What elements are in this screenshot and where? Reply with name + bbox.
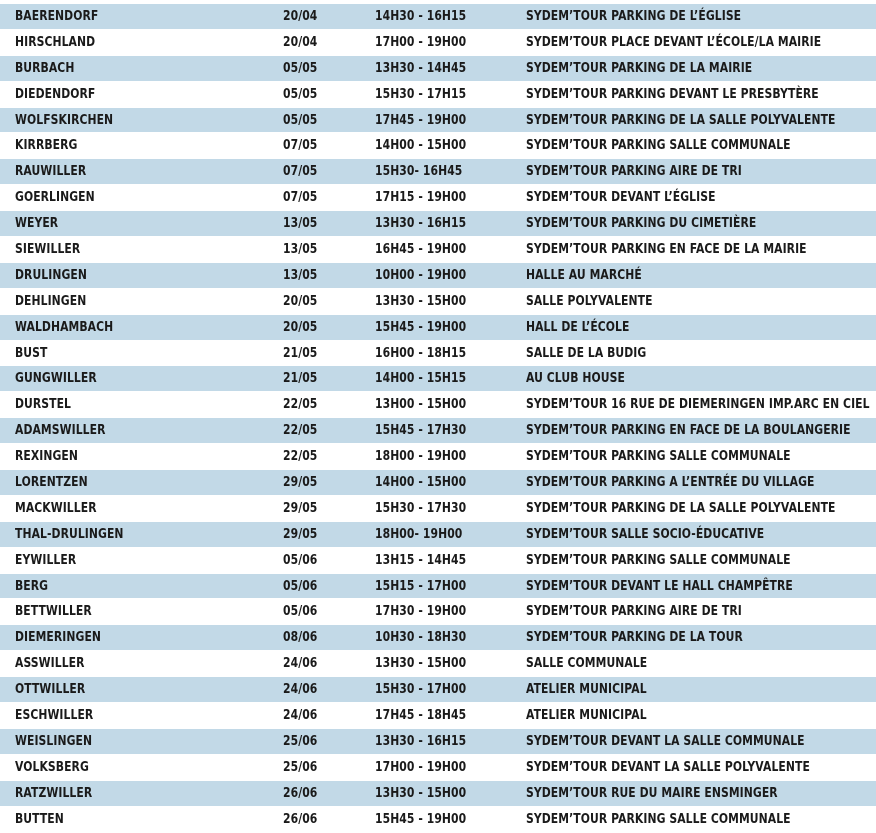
time-cell: 16H45 - 19H00 [375,241,467,258]
table-row [0,185,876,211]
time-cell: 10H30 - 18H30 [375,629,467,646]
town-cell: KIRRBERG [15,137,78,154]
town-cell: BAERENDORF [15,8,99,24]
place-cell: SYDEM’TOUR PLACE DEVANT L’ÉCOLE/LA MAIRIE [526,33,822,50]
time-cell: 13H30 - 15H00 [375,292,467,309]
date-cell: 26/06 [283,784,318,801]
place-cell: ATELIER MUNICIPAL [526,707,647,724]
place-cell: SYDEM’TOUR PARKING AIRE DE TRI [526,163,742,180]
time-cell: 14H00 - 15H15 [375,370,467,387]
date-cell: 07/05 [283,163,318,180]
place-cell: SYDEM’TOUR PARKING AIRE DE TRI [526,603,742,620]
time-cell: 15H45 - 19H00 [375,810,467,827]
date-cell: 24/06 [283,655,318,672]
town-cell: DURSTEL [15,396,72,413]
town-cell: ADAMSWILLER [15,422,106,439]
place-cell: SYDEM’TOUR PARKING EN FACE DE LA BOULANGERIE [526,422,851,439]
date-cell: 29/05 [283,474,318,491]
date-cell: 29/05 [283,499,318,516]
table-row [0,625,876,651]
time-cell: 13H30 - 15H00 [375,784,467,801]
time-cell: 17H45 - 18H45 [375,707,467,724]
town-cell: DIEDENDORF [15,85,96,102]
town-cell: MACKWILLER [15,499,97,516]
time-cell: 13H30 - 16H15 [375,732,467,749]
date-cell: 22/05 [283,448,318,465]
town-cell: WOLFSKIRCHEN [15,111,114,128]
table-row [0,599,876,625]
time-cell: 15H30 - 17H15 [375,85,467,102]
table-row [0,522,876,548]
table-row [0,159,876,185]
date-cell: 24/06 [283,681,318,698]
town-cell: BUST [15,344,48,361]
place-cell: SYDEM’TOUR DEVANT LE HALL CHAMPÊTRE [526,577,793,594]
date-cell: 25/06 [283,732,318,749]
place-cell: SYDEM’TOUR PARKING DE LA SALLE POLYVALENTE [526,111,836,128]
table-row [0,392,876,418]
town-cell: BURBACH [15,59,75,76]
town-cell: ESCHWILLER [15,707,94,724]
time-cell: 14H00 - 15H00 [375,474,467,491]
place-cell: HALL DE L’ÉCOLE [526,318,630,335]
time-cell: 15H45 - 17H30 [375,422,467,439]
town-cell: WEYER [15,215,59,232]
place-cell: SYDEM’TOUR DEVANT LA SALLE POLYVALENTE [526,758,810,775]
place-cell: SYDEM’TOUR PARKING DU CIMETIÈRE [526,215,757,232]
town-cell: LORENTZEN [15,474,88,491]
town-cell: GOERLINGEN [15,189,95,206]
place-cell: SYDEM’TOUR PARKING SALLE COMMUNALE [526,551,791,568]
table-row [0,133,876,159]
place-cell: HALLE AU MARCHÉ [526,266,642,283]
date-cell: 24/06 [283,707,318,724]
date-cell: 22/05 [283,422,318,439]
time-cell: 18H00 - 19H00 [375,448,467,465]
table-row [0,444,876,470]
time-cell: 18H00- 19H00 [375,525,463,542]
table-row [0,30,876,56]
town-cell: VOLKSBERG [15,758,89,775]
place-cell: ATELIER MUNICIPAL [526,681,647,698]
table-row [0,366,876,392]
date-cell: 22/05 [283,396,318,413]
table-row [0,729,876,755]
town-cell: GUNGWILLER [15,370,97,387]
table-row [0,470,876,496]
table-row [0,237,876,263]
town-cell: WEISLINGEN [15,732,93,749]
place-cell: SYDEM’TOUR 16 RUE DE DIEMERINGEN IMP.ARC EN CIEL [526,396,870,413]
town-cell: EYWILLER [15,551,77,568]
table-row [0,548,876,574]
date-cell: 29/05 [283,525,318,542]
town-cell: BUTTEN [15,810,64,827]
town-cell: DEHLINGEN [15,292,87,309]
date-cell: 20/05 [283,318,318,335]
date-cell: 05/05 [283,85,318,102]
date-cell: 20/05 [283,292,318,309]
time-cell: 15H15 - 17H00 [375,577,467,594]
place-cell: SYDEM’TOUR PARKING SALLE COMMUNALE [526,448,791,465]
town-cell: REXINGEN [15,448,78,465]
date-cell: 05/05 [283,111,318,128]
town-cell: DRULINGEN [15,266,87,283]
date-cell: 25/06 [283,758,318,775]
time-cell: 15H45 - 19H00 [375,318,467,335]
table-row [0,703,876,729]
place-cell: SALLE DE LA BUDIG [526,344,647,361]
date-cell: 13/05 [283,266,318,283]
place-cell: AU CLUB HOUSE [526,370,625,387]
place-cell: SYDEM’TOUR PARKING DE LA SALLE POLYVALENTE [526,499,836,516]
place-cell: SYDEM’TOUR SALLE SOCIO-ÉDUCATIVE [526,525,765,542]
time-cell: 13H30 - 14H45 [375,59,467,76]
place-cell: SYDEM’TOUR PARKING EN FACE DE LA MAIRIE [526,241,807,258]
place-cell: SYDEM’TOUR DEVANT L’ÉGLISE [526,189,716,206]
table-row [0,56,876,82]
town-cell: RAUWILLER [15,163,87,180]
table-row [0,781,876,807]
place-cell: SYDEM’TOUR PARKING A L’ENTRÉE DU VILLAGE [526,474,815,491]
time-cell: 13H30 - 16H15 [375,215,467,232]
town-cell: SIEWILLER [15,241,81,258]
time-cell: 17H15 - 19H00 [375,189,467,206]
place-cell: SYDEM’TOUR PARKING SALLE COMMUNALE [526,810,791,827]
town-cell: HIRSCHLAND [15,33,96,50]
date-cell: 20/04 [283,33,318,50]
time-cell: 14H30 - 16H15 [375,8,467,24]
town-cell: BETTWILLER [15,603,92,620]
place-cell: SALLE COMMUNALE [526,655,648,672]
table-row [0,289,876,315]
place-cell: SYDEM’TOUR PARKING DE LA TOUR [526,629,743,646]
date-cell: 07/05 [283,189,318,206]
place-cell: SYDEM’TOUR PARKING SALLE COMMUNALE [526,137,791,154]
time-cell: 15H30 - 17H30 [375,499,467,516]
date-cell: 05/05 [283,59,318,76]
table-row [0,4,876,30]
time-cell: 17H00 - 19H00 [375,758,467,775]
table-row [0,677,876,703]
town-cell: WALDHAMBACH [15,318,114,335]
time-cell: 16H00 - 18H15 [375,344,467,361]
date-cell: 21/05 [283,344,318,361]
table-row [0,807,876,833]
table-row [0,418,876,444]
date-cell: 07/05 [283,137,318,154]
table-row [0,263,876,289]
town-cell: OTTWILLER [15,681,86,698]
time-cell: 15H30 - 17H00 [375,681,467,698]
table-row [0,82,876,108]
table-row [0,315,876,341]
town-cell: RATZWILLER [15,784,93,801]
time-cell: 13H30 - 15H00 [375,655,467,672]
place-cell: SALLE POLYVALENTE [526,292,653,309]
schedule-table [0,4,876,833]
date-cell: 08/06 [283,629,318,646]
place-cell: SYDEM’TOUR DEVANT LA SALLE COMMUNALE [526,732,805,749]
time-cell: 10H00 - 19H00 [375,266,467,283]
place-cell: SYDEM’TOUR PARKING DEVANT LE PRESBYTÈRE [526,85,819,102]
date-cell: 05/06 [283,603,318,620]
table-row [0,496,876,522]
time-cell: 17H30 - 19H00 [375,603,467,620]
place-cell: SYDEM’TOUR PARKING DE L’ÉGLISE [526,8,742,24]
town-cell: DIEMERINGEN [15,629,102,646]
table-row [0,574,876,600]
table-row [0,341,876,367]
time-cell: 15H30- 16H45 [375,163,463,180]
time-cell: 13H00 - 15H00 [375,396,467,413]
town-cell: ASSWILLER [15,655,85,672]
date-cell: 05/06 [283,551,318,568]
town-cell: BERG [15,577,49,594]
date-cell: 13/05 [283,215,318,232]
table-row [0,651,876,677]
date-cell: 13/05 [283,241,318,258]
date-cell: 26/06 [283,810,318,827]
town-cell: THAL-DRULINGEN [15,525,124,542]
table-row [0,755,876,781]
time-cell: 13H15 - 14H45 [375,551,467,568]
date-cell: 05/06 [283,577,318,594]
date-cell: 21/05 [283,370,318,387]
time-cell: 17H45 - 19H00 [375,111,467,128]
time-cell: 14H00 - 15H00 [375,137,467,154]
date-cell: 20/04 [283,8,318,24]
place-cell: SYDEM’TOUR RUE DU MAIRE ENSMINGER [526,784,778,801]
time-cell: 17H00 - 19H00 [375,33,467,50]
table-row [0,211,876,237]
table-row [0,108,876,134]
place-cell: SYDEM’TOUR PARKING DE LA MAIRIE [526,59,753,76]
